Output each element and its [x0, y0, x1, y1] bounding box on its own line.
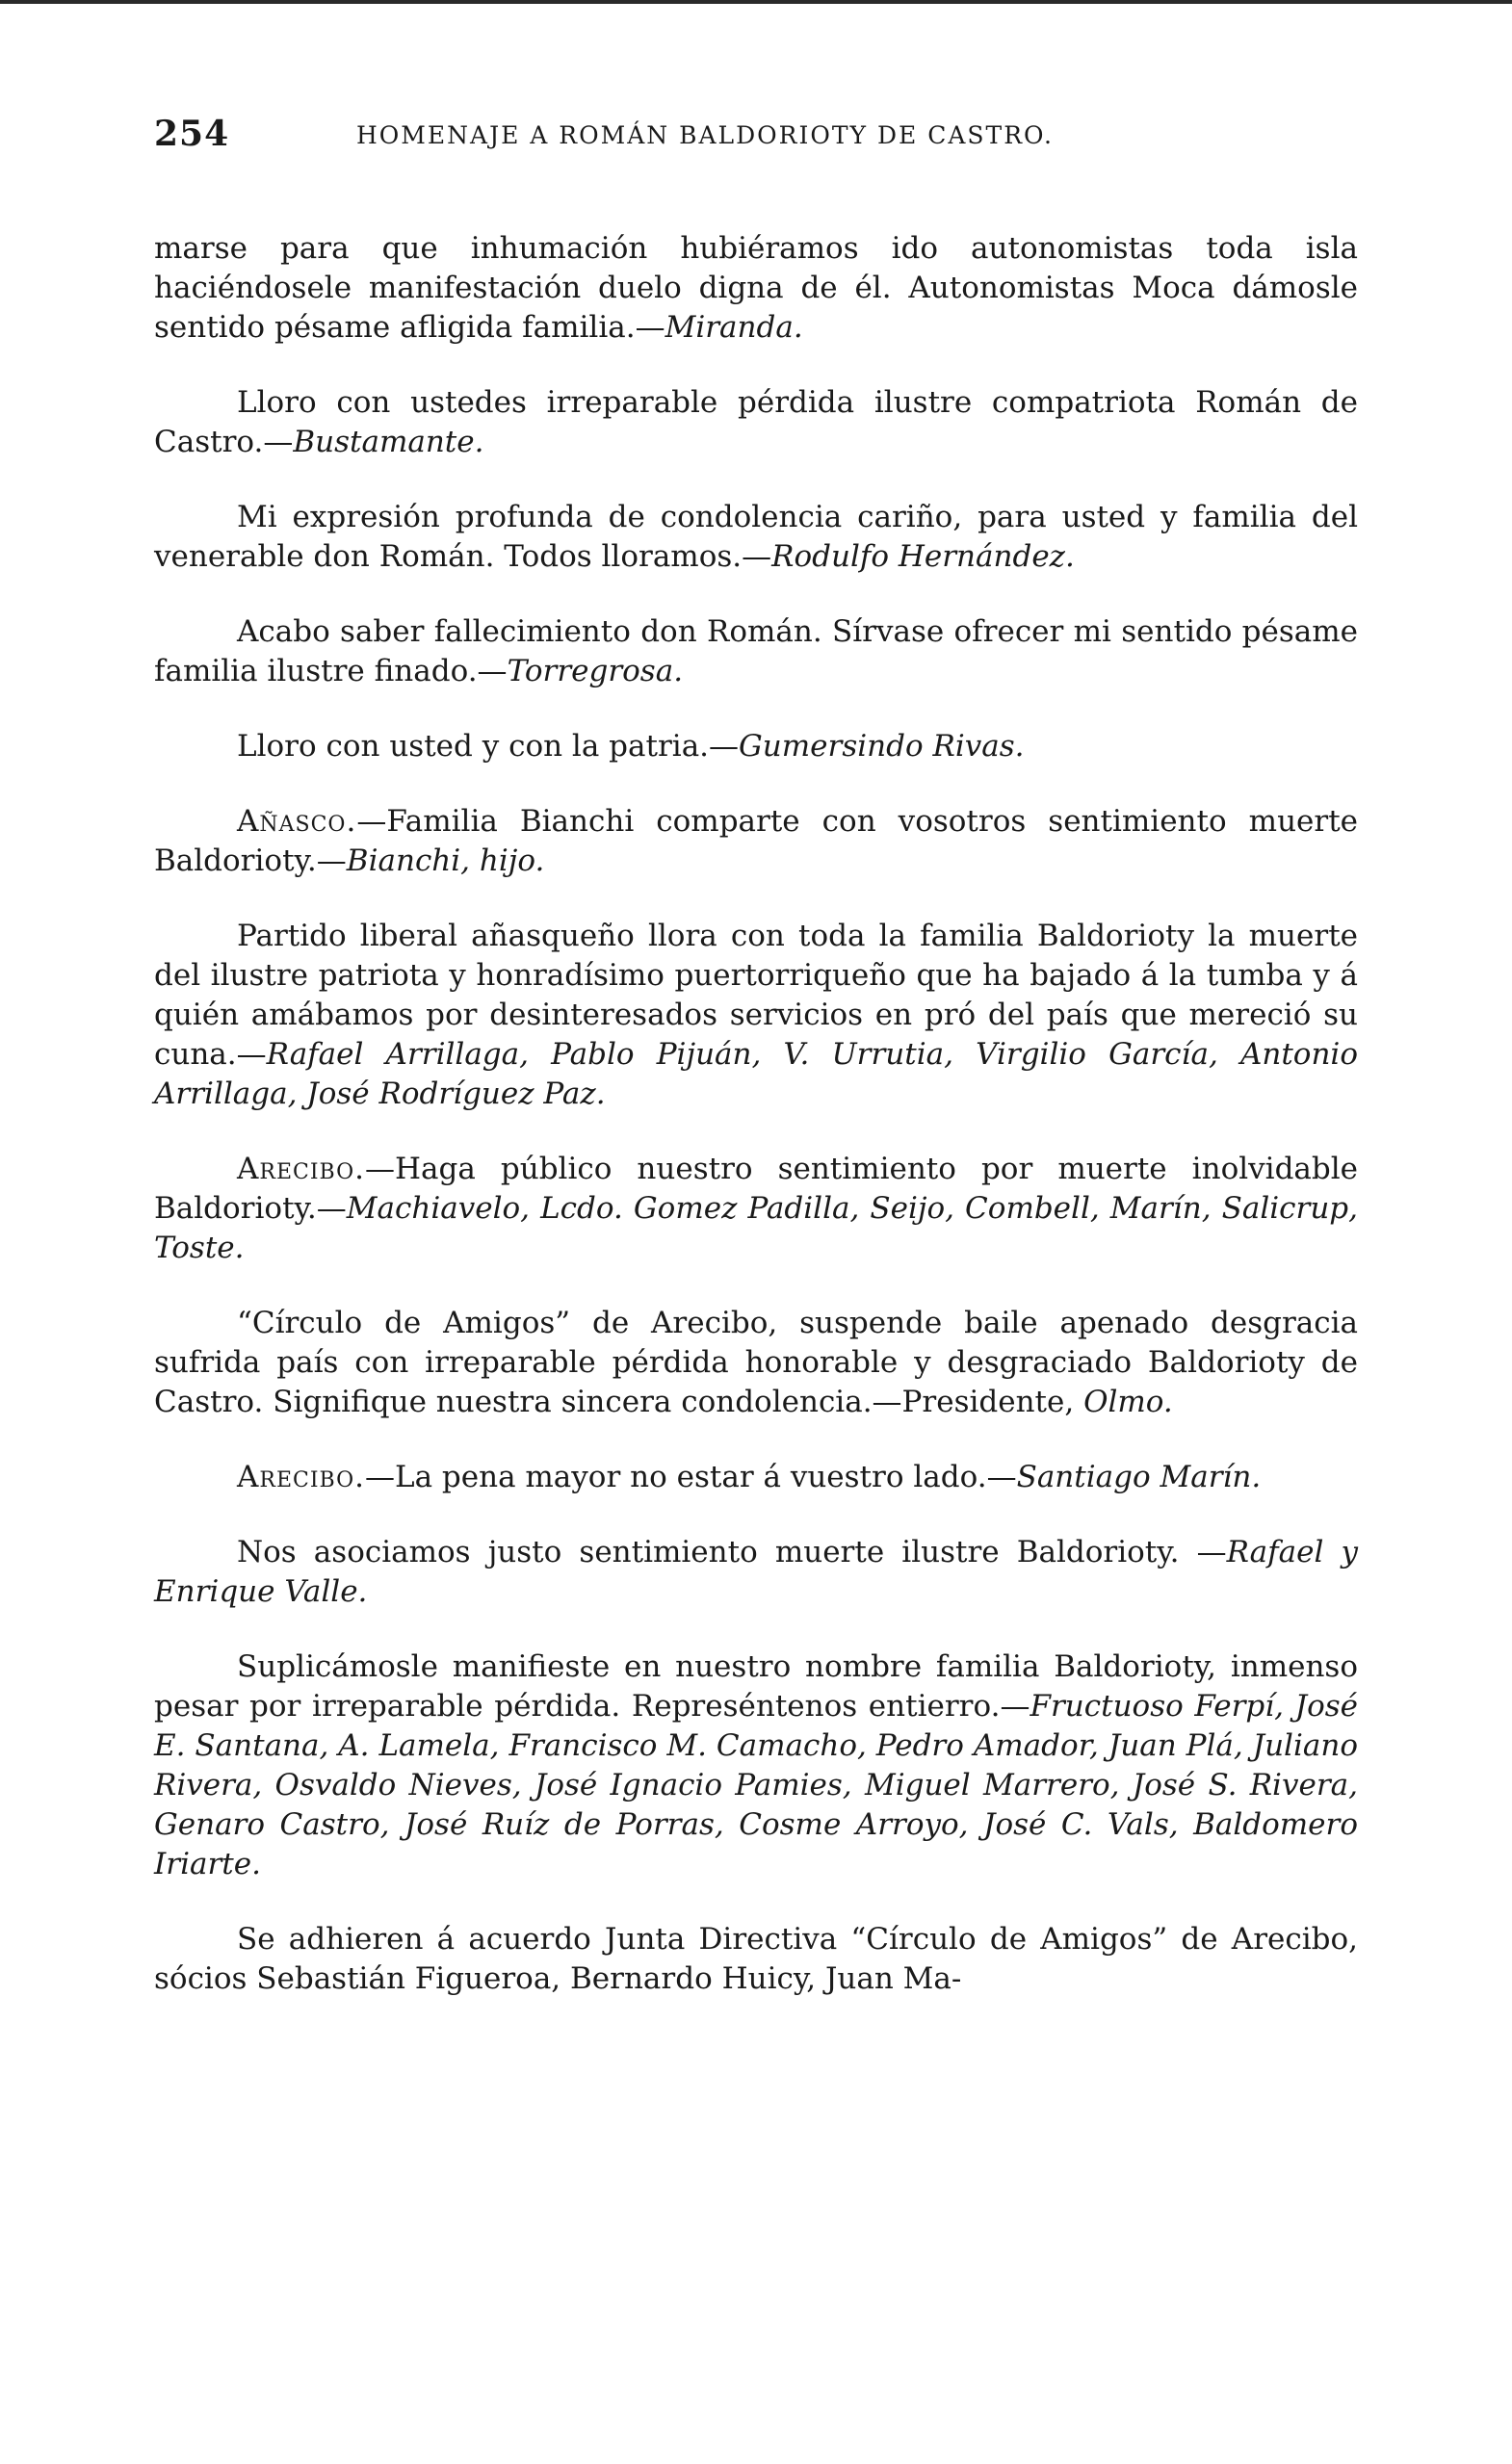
signature: Bianchi, hijo.: [346, 843, 545, 878]
message-text: —La pena mayor no estar á vuestro lado.—: [365, 1460, 1017, 1494]
message-text: marse para que inhumación hubiéramos ido autonomistas toda isla haciéndosele manifestación duelo digna de él. Autonomistas Moca dámosle sentido pésame afligida familia.—: [154, 231, 1358, 345]
message-text: Lloro con usted y con la patria.—: [237, 729, 740, 764]
top-border-rule: [0, 0, 1512, 4]
telegram-paragraph: [154, 917, 1358, 1114]
telegram-paragraph: [154, 498, 1358, 577]
place-name: Añasco.: [237, 804, 357, 839]
body-text: [154, 229, 1358, 1999]
page-number: 254: [154, 114, 230, 154]
telegram-paragraph: [154, 1304, 1358, 1422]
signature: Gumersindo Rivas.: [739, 729, 1025, 764]
place-name: Arecibo.: [237, 1152, 365, 1186]
book-page: [154, 114, 1358, 2035]
signature: Fructuoso Ferpí, José E. Santana, A. Lamela, Francisco M. Camacho, Pedro Amador, Juan Plá, Juliano Rivera, Osvaldo Nieves, José Ignacio Pamies, Miguel Marrero, José S. Rivera, Genaro Castro, José Ruíz de Porras, Cosme Arroyo, José C. Vals, Baldomero Iriarte.: [154, 1689, 1359, 1881]
signature: Rodulfo Hernández.: [771, 539, 1075, 574]
telegram-paragraph: [154, 383, 1358, 462]
message-text: Se adhieren á acuerdo Junta Directiva “Círculo de Amigos” de Arecibo, sócios Sebastián Figueroa, Bernardo Huicy, Juan Ma-: [154, 1922, 1358, 1996]
message-text: —Haga público nuestro sentimiento por muerte inolvidable Baldorioty.—: [154, 1152, 1358, 1226]
signature: Miranda.: [665, 310, 803, 345]
telegram-paragraph: [154, 1150, 1358, 1268]
place-name: Arecibo.: [237, 1460, 365, 1494]
signature: Olmo.: [1083, 1385, 1173, 1419]
message-text: Suplicámosle manifieste en nuestro nombre familia Baldorioty, inmenso pesar por irreparable pérdida. Represéntenos entierro.—: [154, 1649, 1358, 1724]
message-text: Nos asociamos justo sentimiento muerte ilustre Baldorioty. —: [237, 1535, 1227, 1569]
message-text: Mi expresión profunda de condolencia cariño, para usted y familia del venerable don Román. Todos lloramos.—: [154, 500, 1358, 574]
message-text: Acabo saber fallecimiento don Román. Sírvase ofrecer mi sentido pésame familia ilustre finado.—: [154, 614, 1358, 688]
signature: Bustamante.: [293, 425, 484, 459]
telegram-paragraph: [154, 727, 1358, 766]
signature: Rafael y Enrique Valle.: [154, 1535, 1358, 1609]
message-text: “Círculo de Amigos” de Arecibo, suspende baile apenado desgracia sufrida país con irreparable pérdida honorable y desgraciado Baldorioty de Castro. Signifique nuestra sincera condolencia.—Presidente,: [154, 1306, 1358, 1419]
signature: Rafael Arrillaga, Pablo Pijuán, V. Urrutia, Virgilio García, Antonio Arrillaga, José Rodríguez Paz.: [154, 1037, 1358, 1111]
telegram-paragraph: [154, 1458, 1358, 1497]
telegram-paragraph: [154, 1533, 1358, 1612]
telegram-paragraph: [154, 1920, 1358, 1999]
telegram-paragraph: [154, 1647, 1358, 1884]
telegram-paragraph: [154, 229, 1358, 348]
signature: Torregrosa.: [507, 654, 684, 688]
telegram-paragraph: [154, 612, 1358, 691]
signature: Santiago Marín.: [1016, 1460, 1262, 1494]
signature: Machiavelo, Lcdo. Gomez Padilla, Seijo, Combell, Marín, Salicrup, Toste.: [154, 1191, 1358, 1265]
page-header: [154, 114, 1358, 171]
message-text: Partido liberal añasqueño llora con toda la familia Baldorioty la muerte del ilustre patriota y honradísimo puertorriqueño que ha bajado á la tumba y á quién amábamos por desinteresados servicios en pró del país que mereció su cuna.—: [154, 919, 1358, 1072]
message-text: Lloro con ustedes irreparable pérdida ilustre compatriota Román de Castro.—: [154, 385, 1358, 459]
telegram-paragraph: [154, 802, 1358, 881]
running-title: HOMENAJE A ROMÁN BALDORIOTY DE CASTRO.: [356, 121, 1054, 149]
message-text: —Familia Bianchi comparte con vosotros sentimiento muerte Baldorioty.—: [154, 804, 1358, 878]
